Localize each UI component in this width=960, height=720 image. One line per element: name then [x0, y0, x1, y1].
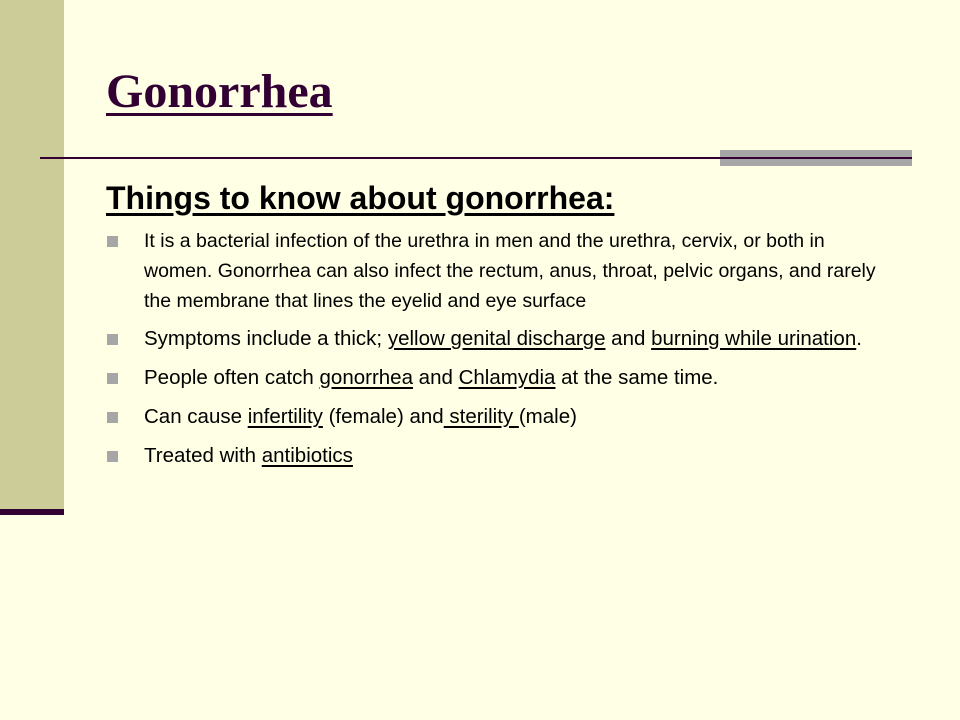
square-bullet-icon	[107, 451, 118, 462]
divider-accent-line	[720, 157, 912, 159]
square-bullet-icon	[107, 236, 118, 247]
slide-title: Gonorrhea	[106, 65, 333, 118]
link-infertility[interactable]: infertility	[247, 405, 323, 428]
left-decorative-bar	[0, 0, 64, 512]
square-bullet-icon	[107, 373, 118, 384]
bullet-text: People often catch	[144, 366, 320, 389]
bullet-item-definition	[106, 226, 896, 316]
link-burning-while-urination[interactable]: burning while urination	[651, 327, 857, 350]
link-yellow-genital-discharge[interactable]: yellow genital discharge	[387, 327, 606, 350]
bullet-item-complications	[106, 401, 896, 433]
slide-subtitle: Things to know about gonorrhea:	[106, 180, 615, 216]
bullet-text: .	[856, 327, 862, 350]
bullet-text: and	[605, 327, 652, 350]
link-sterility[interactable]: sterility	[443, 405, 519, 428]
link-chlamydia[interactable]: Chlamydia	[458, 366, 556, 389]
left-bar-cap	[0, 509, 64, 515]
bullet-item-symptoms	[106, 323, 896, 355]
bullet-text: (female) and	[322, 405, 444, 428]
square-bullet-icon	[107, 412, 118, 423]
bullet-text: and	[412, 366, 459, 389]
bullet-text: at the same time.	[555, 366, 719, 389]
bullet-text: Treated with	[144, 444, 262, 467]
link-antibiotics[interactable]: antibiotics	[261, 444, 353, 467]
bullet-text: It is a bacterial infection of the urethra in men and the urethra, cervix, or both in women. Gonorrhea can also infect the rectum, anus, throat, pelvic organs, and rarely the membrane that lines the eyelid and eye surface	[144, 230, 876, 312]
link-gonorrhea[interactable]: gonorrhea	[319, 366, 413, 389]
bullet-item-treatment	[106, 440, 896, 472]
square-bullet-icon	[107, 334, 118, 345]
bullet-text: (male)	[518, 405, 577, 428]
bullet-text: Symptoms include a thick;	[144, 327, 388, 350]
bullet-list	[106, 226, 896, 479]
bullet-item-coinfection	[106, 362, 896, 394]
bullet-text: Can cause	[144, 405, 248, 428]
